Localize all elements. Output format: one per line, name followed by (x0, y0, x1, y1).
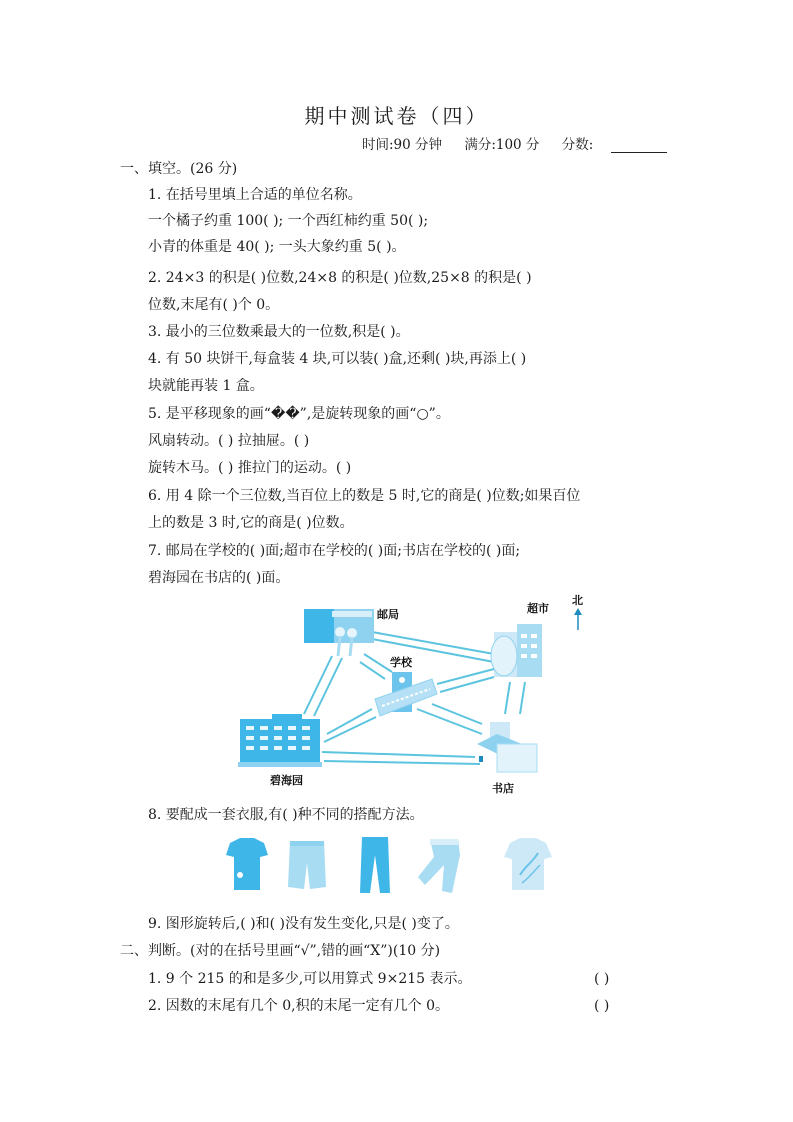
question-2-cont: 位数,末尾有( )个 0。 (148, 297, 280, 313)
tshirt-dark-icon (226, 838, 268, 890)
time-limit: 时间:90 分钟 (362, 137, 443, 153)
question-7-cont: 碧海园在书店的( )面。 (148, 570, 290, 586)
post-office-icon (304, 609, 374, 656)
question-5-line-b: 旋转木马。( ) 推拉门的运动。( ) (148, 460, 352, 476)
bookstore-icon (477, 722, 537, 772)
question-1-line-a: 一个橘子约重 100( ); 一个西红柿约重 50( ); (148, 213, 429, 229)
question-5-line-a: 风扇转动。( ) 拉抽屉。( ) (148, 433, 310, 449)
jeans-icon (418, 839, 460, 893)
label-supermarket: 超市 (527, 602, 549, 615)
question-1-line-b: 小青的体重是 40( ); 一头大象约重 5( )。 (148, 239, 406, 255)
question-4: 4. 有 50 块饼干,每盒装 4 块,可以装( )盒,还剩( )块,再添上( ) (148, 351, 527, 367)
bihaiyuan-icon (238, 714, 322, 767)
page-title: 期中测试卷（四） (304, 104, 489, 128)
north-label: 北 (572, 594, 583, 607)
clothes-illustration (220, 835, 590, 895)
label-post-office: 邮局 (377, 608, 399, 621)
question-3: 3. 最小的三位数乘最大的一位数,积是( )。 (148, 324, 410, 340)
exam-meta (362, 133, 667, 153)
judgment-1: 1. 9 个 215 的和是多少,可以用算式 9×215 表示。 (148, 971, 472, 987)
judgment-2: 2. 因数的末尾有几个 0,积的末尾一定有几个 0。 (148, 998, 449, 1014)
score-blank[interactable] (611, 138, 667, 153)
question-2: 2. 24×3 的积是( )位数,24×8 的积是( )位数,25×8 的积是( ) (148, 270, 532, 286)
shorts-icon (288, 841, 326, 889)
question-4-cont: 块就能再装 1 盒。 (148, 378, 264, 394)
judgment-1-answer[interactable]: ( ) (594, 971, 610, 987)
label-bookstore: 书店 (492, 782, 514, 795)
question-7: 7. 邮局在学校的( )面;超市在学校的( )面;书店在学校的( )面; (148, 543, 521, 559)
north-arrow-icon (574, 608, 582, 630)
supermarket-icon (491, 624, 542, 677)
full-score: 满分:100 分 (464, 137, 540, 153)
question-6: 6. 用 4 除一个三位数,当百位上的数是 5 时,它的商是( )位数;如果百位 (148, 488, 581, 504)
question-8: 8. 要配成一套衣服,有( )种不同的搭配方法。 (148, 807, 424, 823)
pants-icon (360, 837, 390, 893)
section1-heading: 一、填空。(26 分) (120, 161, 238, 177)
question-5: 5. 是平移现象的画“��”,是旋转现象的画“○”。 (148, 406, 450, 422)
score-label: 分数: (561, 137, 594, 153)
question-1: 1. 在括号里填上合适的单位名称。 (148, 187, 362, 203)
label-school: 学校 (390, 656, 412, 669)
question-9: 9. 图形旋转后,( )和( )没有发生变化,只是( )变了。 (148, 916, 459, 932)
section2-heading: 二、判断。(对的在括号里画“√”,错的画“X”)(10 分) (120, 943, 441, 959)
judgment-2-answer[interactable]: ( ) (594, 998, 610, 1014)
label-bihaiyuan: 碧海园 (270, 774, 303, 787)
map-illustration (232, 594, 602, 799)
tshirt-printed-icon (504, 838, 552, 890)
question-6-cont: 上的数是 3 时,它的商是( )位数。 (148, 515, 354, 531)
